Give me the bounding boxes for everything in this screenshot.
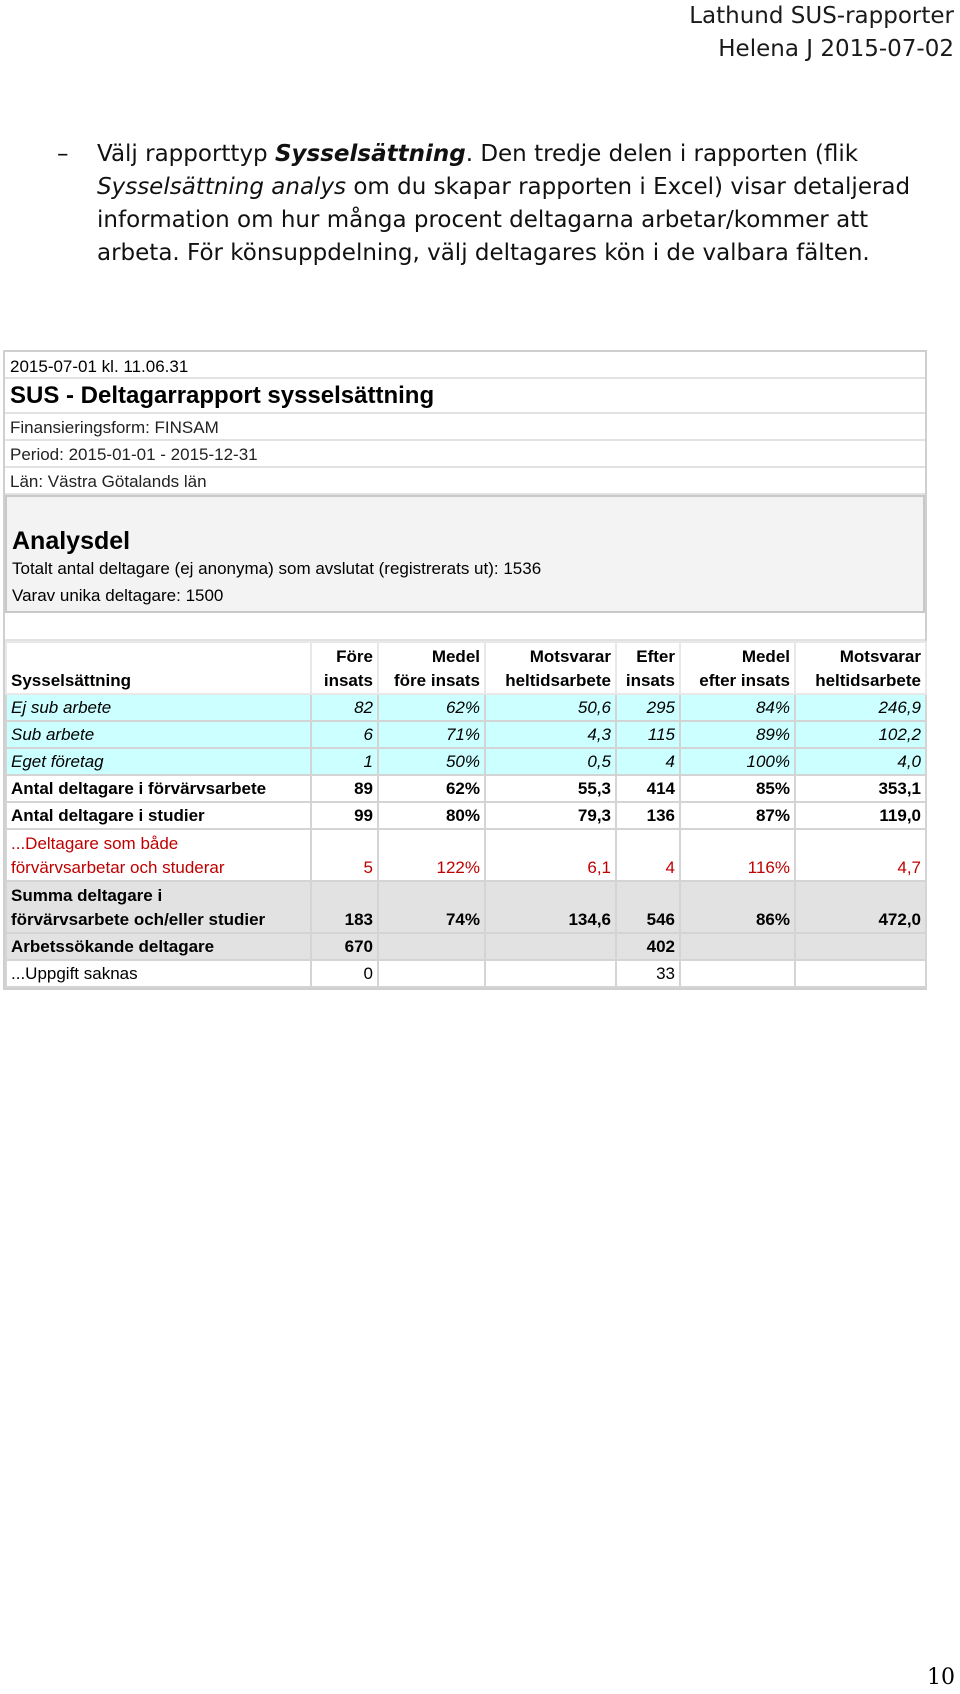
table-row bbox=[6, 802, 926, 829]
intro-report-type: Sysselsättning bbox=[274, 141, 466, 167]
table-cell: 122% bbox=[378, 829, 485, 881]
table-header-row bbox=[6, 642, 926, 694]
table-cell: 116% bbox=[680, 829, 795, 881]
report-date: 2015-07-01 kl. 11.06.31 bbox=[5, 352, 925, 379]
table-cell: 85% bbox=[680, 775, 795, 802]
table-cell: 62% bbox=[378, 775, 485, 802]
table-cell: 402 bbox=[616, 933, 680, 960]
table-cell: 79,3 bbox=[485, 802, 616, 829]
intro-text bbox=[97, 138, 937, 270]
table-cell: 82 bbox=[311, 694, 378, 721]
table-cell: 50,6 bbox=[485, 694, 616, 721]
header-title: Lathund SUS-rapporter bbox=[689, 3, 954, 29]
table-cell: 84% bbox=[680, 694, 795, 721]
report-finans: Finansieringsform: FINSAM bbox=[5, 414, 925, 441]
intro-text-3: om du skapar rapporten i Excel) visar detaljerad information om hur många procent deltagarna arbetar/kommer att arbeta. För könsuppdelning, välj deltagares kön i de valbara fälten. bbox=[97, 174, 911, 266]
intro-tab-name: Sysselsättning analys bbox=[97, 174, 347, 200]
table-cell: 546 bbox=[616, 881, 680, 933]
table-cell: 6 bbox=[311, 721, 378, 748]
table-cell: 119,0 bbox=[795, 802, 926, 829]
table-cell: 71% bbox=[378, 721, 485, 748]
row-label: Arbetssökande deltagare bbox=[6, 933, 311, 960]
row-label: Ej sub arbete bbox=[6, 694, 311, 721]
table-cell: 33 bbox=[616, 960, 680, 987]
report-screenshot bbox=[3, 350, 927, 990]
header-author-date: Helena J 2015-07-02 bbox=[718, 36, 954, 62]
table-row bbox=[6, 881, 926, 933]
table-cell: 1 bbox=[311, 748, 378, 775]
header-cell: Medel efter insats bbox=[680, 642, 795, 694]
header-cell: Före insats bbox=[311, 642, 378, 694]
table-cell: 6,1 bbox=[485, 829, 616, 881]
table-row bbox=[6, 960, 926, 987]
analys-section bbox=[5, 495, 925, 613]
header-cell: Motsvarar heltidsarbete bbox=[795, 642, 926, 694]
header-cell: Motsvarar heltidsarbete bbox=[485, 642, 616, 694]
analys-unika: Varav unika deltagare: 1500 bbox=[12, 586, 224, 605]
report-period: Period: 2015-01-01 - 2015-12-31 bbox=[5, 441, 925, 468]
table-cell: 5 bbox=[311, 829, 378, 881]
table-cell: 4,7 bbox=[795, 829, 926, 881]
table-row bbox=[6, 829, 926, 881]
header-cell: Medel före insats bbox=[378, 642, 485, 694]
table-cell: 295 bbox=[616, 694, 680, 721]
row-label: Summa deltagare i förvärvsarbete och/eller studier bbox=[6, 881, 311, 933]
table-cell: 4 bbox=[616, 748, 680, 775]
document-header bbox=[689, 0, 954, 66]
table-cell: 4,0 bbox=[795, 748, 926, 775]
report-lan: Län: Västra Götalands län bbox=[5, 468, 925, 495]
table-row bbox=[6, 775, 926, 802]
report-title: SUS - Deltagarrapport sysselsättning bbox=[5, 379, 925, 414]
intro-text-1: Välj rapporttyp bbox=[97, 141, 275, 167]
table-cell bbox=[378, 960, 485, 987]
table-cell: 353,1 bbox=[795, 775, 926, 802]
table-cell bbox=[378, 933, 485, 960]
table-row bbox=[6, 933, 926, 960]
table-row bbox=[6, 694, 926, 721]
row-label: ...Uppgift saknas bbox=[6, 960, 311, 987]
table-cell: 86% bbox=[680, 881, 795, 933]
table-cell bbox=[795, 960, 926, 987]
table-cell: 670 bbox=[311, 933, 378, 960]
analys-heading: Analysdel bbox=[12, 527, 131, 555]
table-cell: 4 bbox=[616, 829, 680, 881]
table-row bbox=[6, 721, 926, 748]
table-cell: 89 bbox=[311, 775, 378, 802]
table-cell: 99 bbox=[311, 802, 378, 829]
header-cell: Sysselsättning bbox=[6, 642, 311, 694]
table-cell: 89% bbox=[680, 721, 795, 748]
table-cell: 115 bbox=[616, 721, 680, 748]
row-label: Sub arbete bbox=[6, 721, 311, 748]
sysselsattning-table bbox=[5, 641, 927, 988]
table-cell: 183 bbox=[311, 881, 378, 933]
table-cell: 134,6 bbox=[485, 881, 616, 933]
table-cell: 87% bbox=[680, 802, 795, 829]
row-label: Eget företag bbox=[6, 748, 311, 775]
table-cell: 102,2 bbox=[795, 721, 926, 748]
table-cell: 0 bbox=[311, 960, 378, 987]
table-cell: 80% bbox=[378, 802, 485, 829]
table-cell: 136 bbox=[616, 802, 680, 829]
table-cell: 100% bbox=[680, 748, 795, 775]
table-cell bbox=[485, 960, 616, 987]
row-label: Antal deltagare i förvärvsarbete bbox=[6, 775, 311, 802]
table-cell: 246,9 bbox=[795, 694, 926, 721]
table-cell: 472,0 bbox=[795, 881, 926, 933]
table-cell: 50% bbox=[378, 748, 485, 775]
spacer-row bbox=[5, 613, 925, 641]
table-cell: 0,5 bbox=[485, 748, 616, 775]
table-cell: 55,3 bbox=[485, 775, 616, 802]
table-cell bbox=[795, 933, 926, 960]
header-cell: Efter insats bbox=[616, 642, 680, 694]
table-row bbox=[6, 748, 926, 775]
table-cell: 414 bbox=[616, 775, 680, 802]
table-cell bbox=[680, 933, 795, 960]
row-label: ...Deltagare som både förvärvsarbetar och studerar bbox=[6, 829, 311, 881]
table-cell: 74% bbox=[378, 881, 485, 933]
page-number: 10 bbox=[927, 1665, 955, 1690]
intro-paragraph bbox=[57, 138, 937, 270]
table-cell: 62% bbox=[378, 694, 485, 721]
table-cell bbox=[680, 960, 795, 987]
table-cell: 4,3 bbox=[485, 721, 616, 748]
table-cell bbox=[485, 933, 616, 960]
row-label: Antal deltagare i studier bbox=[6, 802, 311, 829]
analys-total: Totalt antal deltagare (ej anonyma) som avslutat (registrerats ut): 1536 bbox=[12, 559, 542, 578]
intro-text-2: . Den tredje delen i rapporten (flik bbox=[465, 141, 859, 167]
bullet-dash: – bbox=[57, 141, 69, 167]
